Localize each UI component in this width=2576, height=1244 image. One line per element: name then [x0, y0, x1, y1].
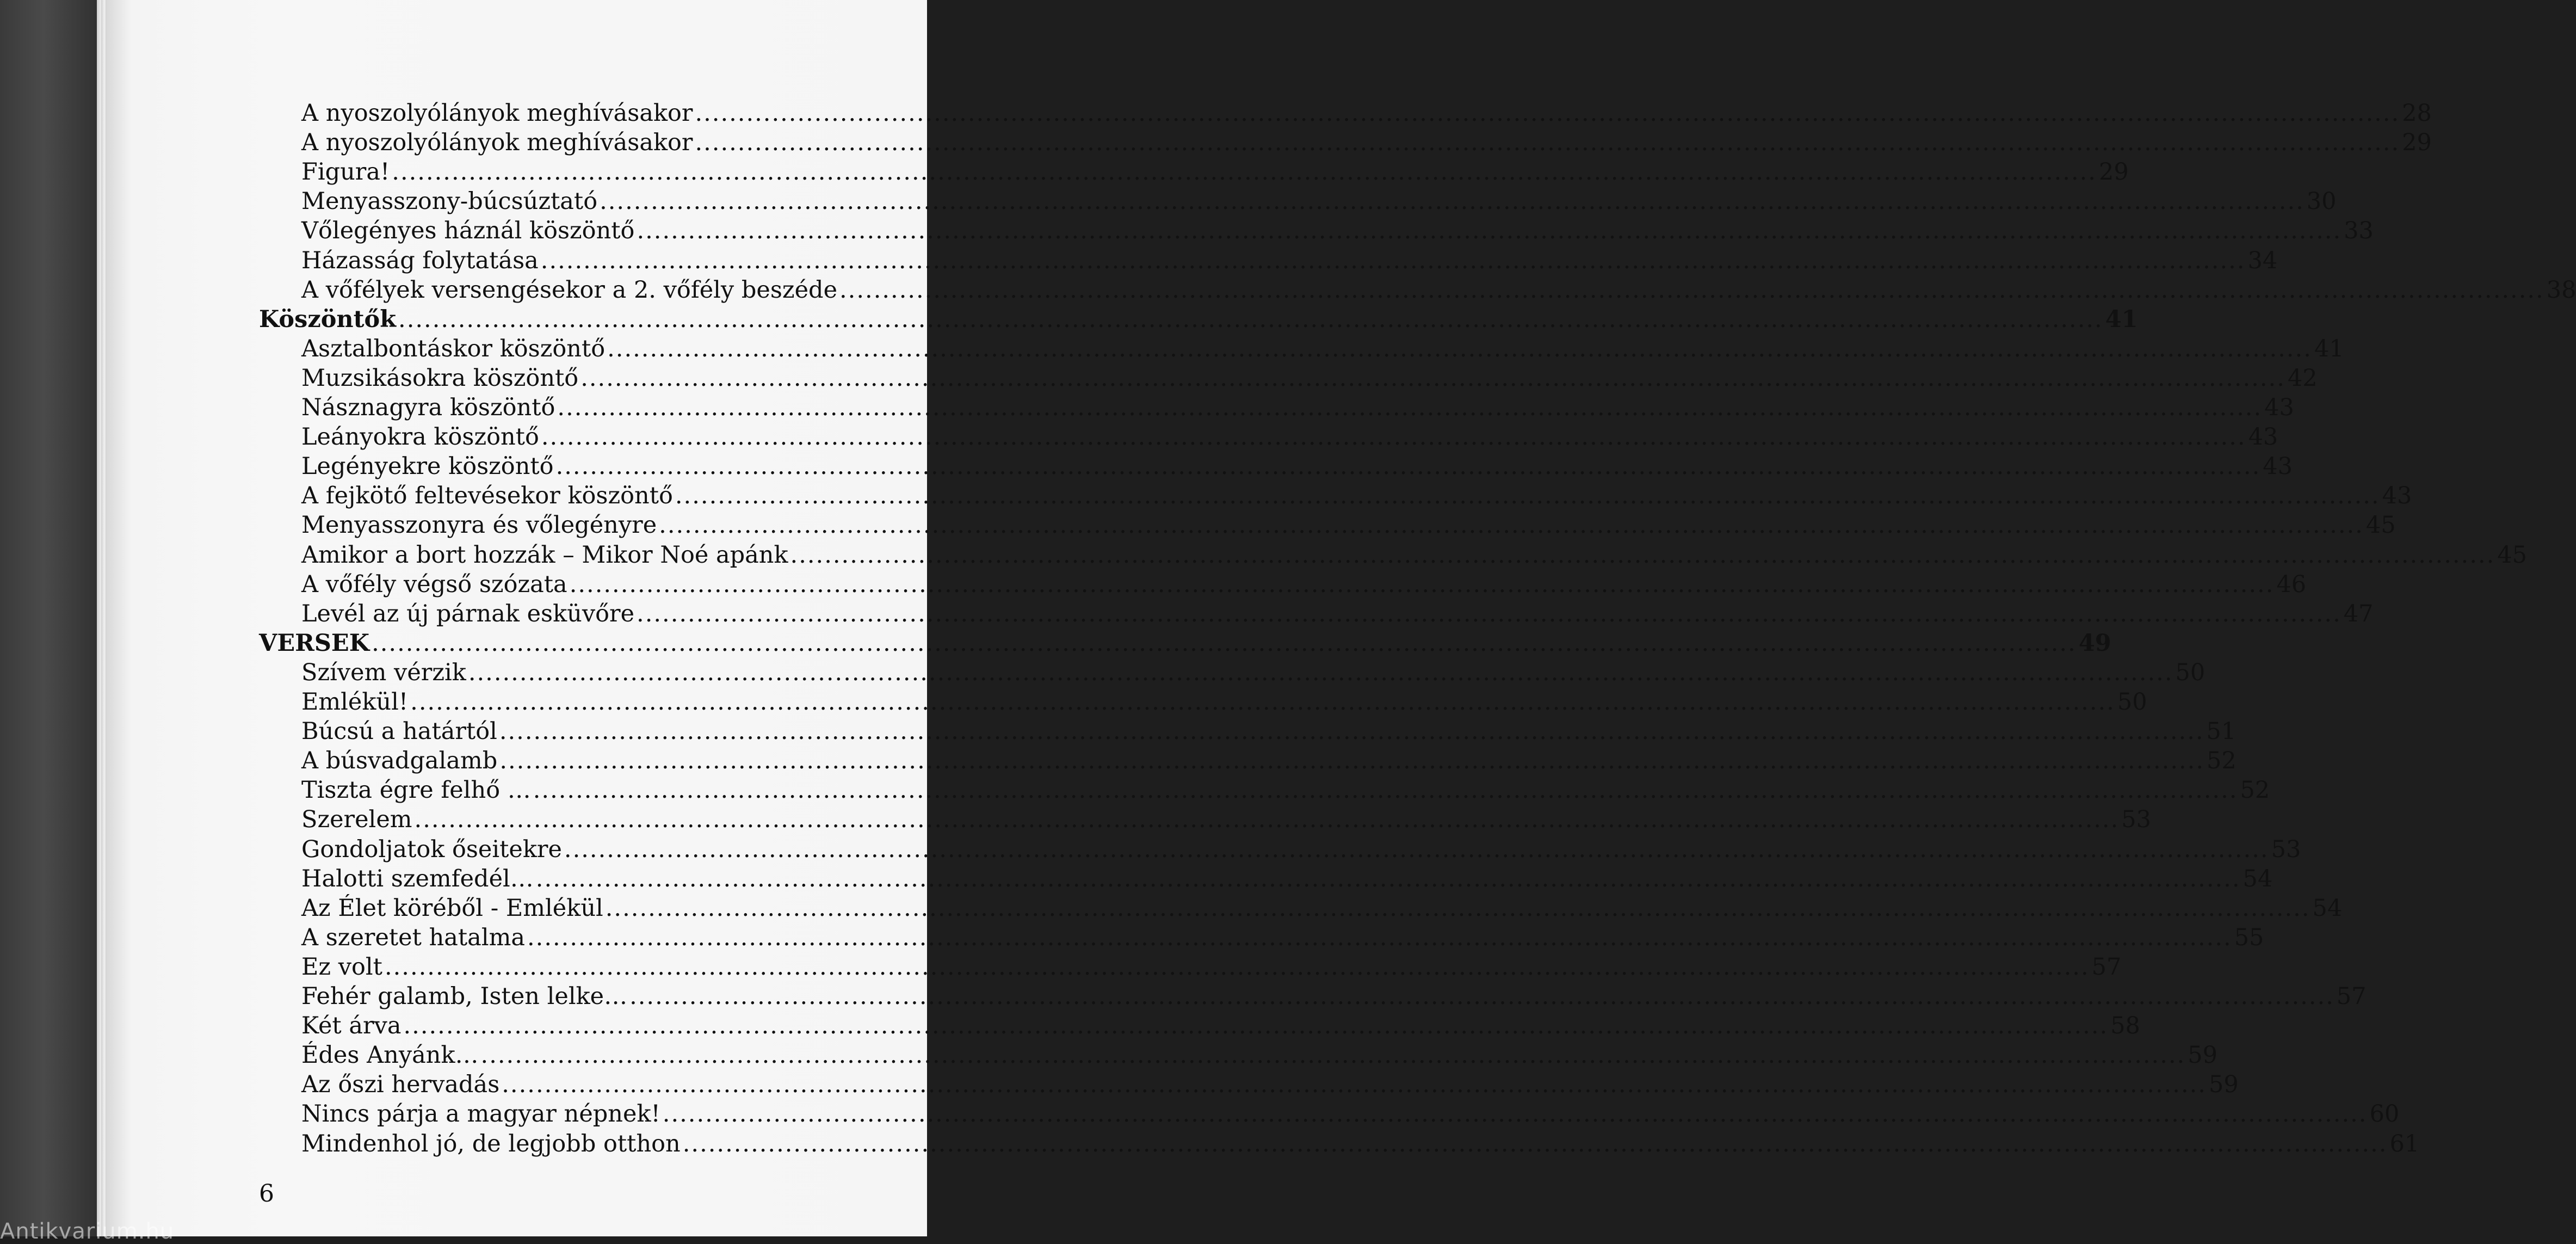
toc-entry: [301, 776, 2270, 804]
toc-entry: [301, 423, 2278, 451]
watermark: Antikvarium.hu: [0, 1219, 175, 1244]
toc-entry: [301, 511, 2396, 539]
toc-entry-page: 50: [2117, 688, 2147, 716]
dot-leader: [481, 1041, 2186, 1069]
toc-entry-title: Muzsikásokra köszöntő: [301, 364, 579, 392]
dot-leader: [600, 187, 2305, 215]
dot-leader: [372, 629, 2077, 657]
toc-entry-title: A fejkötő feltevésekor köszöntő: [301, 482, 673, 510]
dot-leader: [557, 393, 2262, 422]
toc-entry-title: Leányokra köszöntő: [301, 423, 539, 451]
toc-entry-page: 30: [2306, 188, 2337, 215]
toc-entry: [301, 1130, 2420, 1158]
toc-entry: [301, 452, 2293, 481]
toc-entry-page: 57: [2091, 953, 2122, 981]
toc-entry: [301, 187, 2337, 215]
dot-leader: [536, 865, 2241, 893]
toc-entry: [301, 482, 2412, 510]
toc-entry: [301, 128, 2432, 157]
toc-entry: [301, 1100, 2400, 1128]
background-surface: [0, 0, 109, 1236]
toc-entry-page: 53: [2121, 806, 2151, 834]
toc-entry-title: Házasság folytatása: [301, 247, 539, 274]
dot-leader: [533, 776, 2238, 804]
toc-entry-page: 52: [2207, 747, 2237, 775]
toc-entry-page: 57: [2336, 983, 2367, 1010]
toc-entry-title: Szívem vérzik: [301, 658, 466, 686]
toc-entry-title: Amikor a bort hozzák – Mikor Noé apánk: [301, 541, 788, 569]
toc-entry-title: Emlékül!: [301, 688, 409, 716]
toc-entry-page: 55: [2234, 923, 2264, 951]
dot-leader: [683, 1130, 2388, 1158]
toc-entry-page: 43: [2264, 394, 2294, 421]
dot-leader: [410, 688, 2115, 716]
dot-leader: [541, 423, 2246, 451]
toc-entry-page: 59: [2208, 1071, 2239, 1099]
toc-entry: [301, 570, 2307, 599]
toc-entry-title: Levél az új párnak esküvőre: [301, 600, 635, 627]
toc-entry-title: A búsvadgalamb: [301, 747, 498, 775]
toc-entry-title: A nyoszolyólányok meghívásakor: [301, 100, 693, 127]
toc-entry: [301, 894, 2343, 922]
toc-entry-page: 43: [2382, 482, 2412, 510]
toc-entry-page: 41: [2314, 335, 2344, 362]
toc-entry-page: 51: [2206, 718, 2237, 746]
dot-leader: [404, 1012, 2109, 1040]
toc-entry-title: Ez volt: [301, 953, 382, 981]
toc-entry: [301, 364, 2318, 392]
book-page: [107, 0, 2576, 1236]
toc-entry: [301, 99, 2432, 127]
toc-entry-page: 29: [2402, 129, 2432, 157]
toc-entry-page: 54: [2312, 894, 2343, 922]
toc-entry-title: Halotti szemfedél…: [301, 865, 534, 892]
dot-leader: [398, 305, 2103, 334]
dot-leader: [564, 835, 2269, 864]
toc-entry: [301, 335, 2344, 363]
toc-entry-title: A szeretet hatalma: [301, 923, 525, 951]
toc-entry: [301, 658, 2206, 687]
toc-entry-title: Menyasszony-búcsúztató: [301, 188, 598, 215]
toc-entry-title: Gondoljatok őseitekre: [301, 835, 562, 863]
toc-entry-page: 46: [2276, 570, 2307, 598]
toc-entry-page: 43: [2263, 453, 2293, 481]
toc-entry: [301, 953, 2122, 981]
toc-entry-title: Szerelem: [301, 806, 412, 834]
dot-leader: [637, 600, 2342, 628]
toc-entry: [301, 600, 2374, 628]
dot-leader: [415, 805, 2120, 834]
dot-leader: [556, 452, 2261, 481]
toc-entry-page: 47: [2343, 600, 2374, 627]
toc-entry-page: 58: [2110, 1012, 2140, 1040]
dot-leader: [468, 658, 2173, 687]
toc-entry: [301, 393, 2294, 422]
toc-entry-title: Legényekre köszöntő: [301, 453, 554, 481]
toc-entry-title: Menyasszonyra és vőlegényre: [301, 512, 657, 539]
toc-entry-page: 45: [2497, 541, 2527, 569]
dot-leader: [607, 335, 2312, 363]
toc-entry-page: 42: [2287, 364, 2318, 392]
toc-entry-title: Az őszi hervadás: [301, 1071, 500, 1099]
toc-entry: [301, 865, 2273, 893]
toc-entry-page: 33: [2344, 217, 2374, 245]
toc-entry: [301, 217, 2374, 245]
toc-entry-page: 34: [2247, 247, 2278, 274]
dot-leader: [541, 247, 2246, 275]
toc-entry-page: 43: [2248, 423, 2278, 451]
dot-leader: [502, 1070, 2207, 1099]
dot-leader: [527, 923, 2232, 952]
toc-entry-page: 52: [2240, 777, 2270, 804]
dot-leader: [392, 158, 2097, 186]
toc-entry-title: Nincs párja a magyar népnek!: [301, 1100, 660, 1128]
dot-leader: [570, 570, 2275, 599]
toc-entry-title: A vőfélyek versengésekor a 2. vőfély beszéde: [301, 276, 838, 304]
toc-entry-title: Két árva: [301, 1012, 401, 1040]
dot-leader: [385, 953, 2090, 981]
toc-entry-title: Köszöntők: [259, 305, 397, 333]
toc-section-heading: [259, 629, 2111, 657]
toc-entry: [301, 247, 2278, 275]
dot-leader: [695, 99, 2400, 127]
toc-entry-title: Figura!: [301, 158, 390, 186]
toc-entry-title: Mindenhol jó, de legjobb otthon: [301, 1130, 681, 1157]
toc-entry: [301, 1070, 2239, 1099]
toc-entry-title: Násznagyra köszöntő: [301, 394, 555, 421]
toc-entry-title: Édes Anyánk…: [301, 1042, 479, 1069]
toc-entry: [301, 982, 2367, 1011]
toc-entry-page: 45: [2365, 512, 2396, 539]
toc-entry-page: 38: [2546, 276, 2576, 304]
toc-entry: [301, 276, 2576, 304]
toc-entry: [301, 835, 2301, 864]
toc-entry: [301, 717, 2237, 746]
dot-leader: [675, 482, 2380, 510]
dot-leader: [606, 894, 2311, 922]
toc-entry-title: Asztalbontáskor köszöntő: [301, 335, 606, 362]
dot-leader: [659, 511, 2364, 539]
toc-entry: [301, 158, 2129, 186]
toc-entry-page: 29: [2098, 158, 2129, 186]
toc-entry: [301, 805, 2151, 834]
toc-entry-title: Búcsú a határtól: [301, 718, 497, 746]
dot-leader: [663, 1100, 2368, 1128]
toc-entry-page: 60: [2369, 1100, 2400, 1128]
toc-entry-title: VERSEK: [259, 629, 370, 657]
dot-leader: [580, 364, 2285, 392]
toc-entry: [301, 1012, 2140, 1040]
toc-entry-title: Tiszta égre felhő …: [301, 777, 531, 804]
toc-entry-title: Fehér galamb, Isten lelke…: [301, 983, 628, 1010]
toc-entry: [301, 747, 2237, 775]
toc-entry-title: A vőfély végső szózata: [301, 570, 567, 598]
table-of-contents: [107, 0, 2576, 1236]
dot-leader: [695, 128, 2400, 157]
toc-entry: [301, 541, 2527, 569]
dot-leader: [839, 276, 2544, 304]
toc-section-heading: [259, 305, 2138, 334]
toc-entry-page: 53: [2271, 835, 2301, 863]
toc-entry: [301, 1041, 2217, 1069]
dot-leader: [499, 717, 2204, 746]
page-number: 6: [259, 1180, 274, 1208]
dot-leader: [637, 217, 2342, 245]
toc-entry-page: 59: [2188, 1042, 2217, 1069]
toc-entry-page: 54: [2243, 865, 2273, 892]
toc-entry-title: Vőlegényes háznál köszöntő: [301, 217, 635, 245]
toc-entry-page: 49: [2078, 629, 2111, 657]
toc-entry: [301, 688, 2147, 716]
toc-entry-page: 28: [2402, 100, 2432, 127]
toc-entry-title: Az Élet köréből - Emlékül: [301, 894, 603, 922]
toc-entry-page: 41: [2105, 305, 2138, 333]
toc-entry-title: A nyoszolyólányok meghívásakor: [301, 129, 693, 157]
toc-entry-page: 50: [2175, 658, 2206, 686]
dot-leader: [499, 747, 2204, 775]
toc-entry: [301, 923, 2264, 952]
dot-leader: [790, 541, 2495, 569]
toc-entry-page: 61: [2389, 1130, 2420, 1157]
dot-leader: [629, 982, 2334, 1011]
